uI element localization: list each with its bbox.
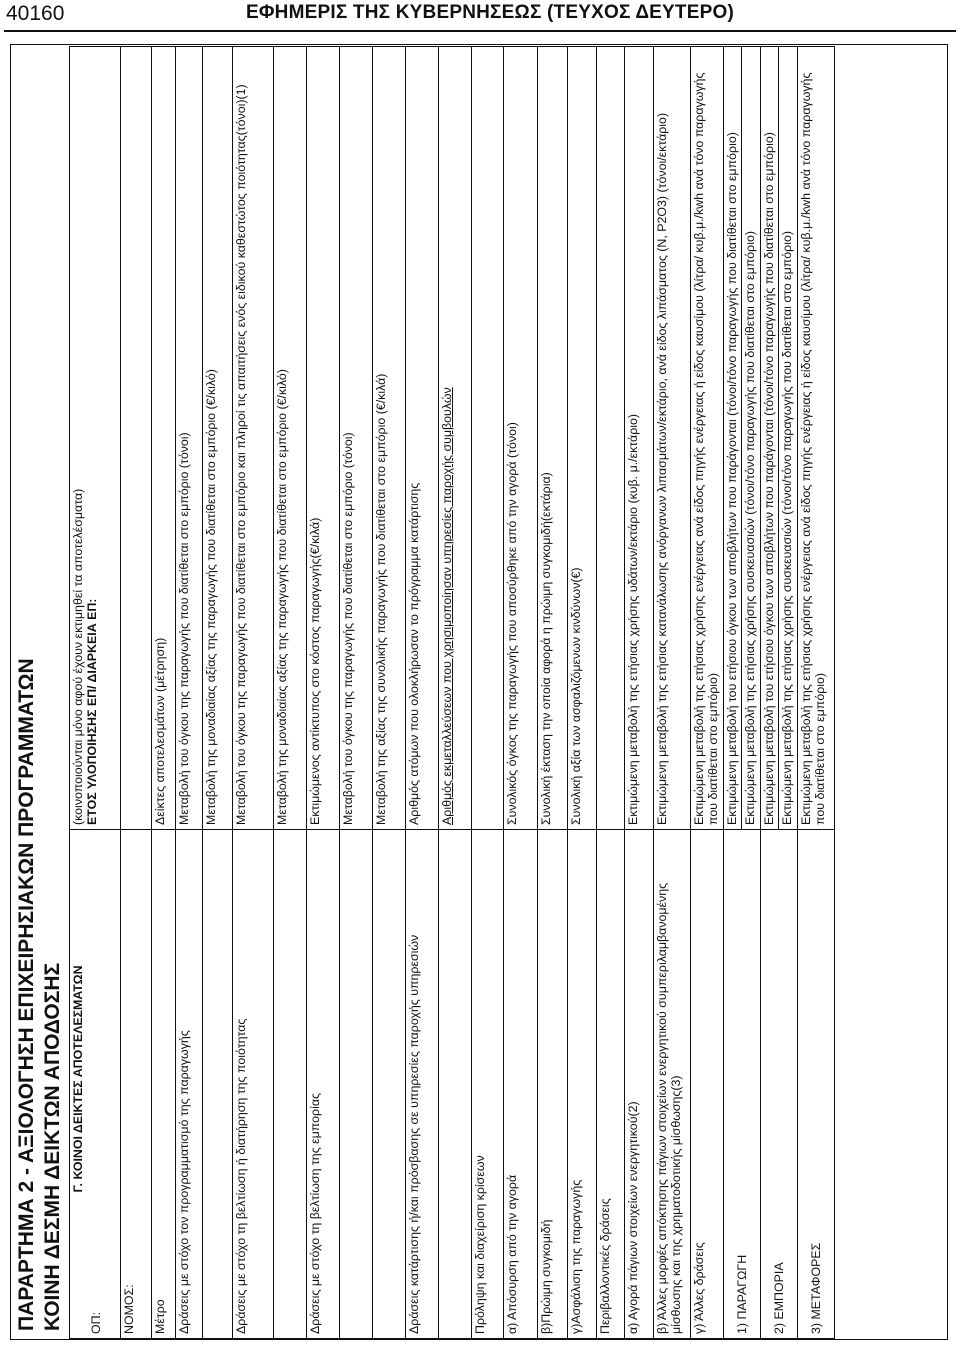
indicator-cell: Εκτιμώμενη μεταβολή της ετήσιας χρήσης ενέργειας ανά είδος πηγής ενέργειας ή είδος καυσίμου (λίτρα/ κυβ.μ./kwh ανά τόνο παραγωγής που διατίθεται στο εμπόριο) bbox=[798, 47, 835, 830]
indicator-cell bbox=[597, 47, 625, 830]
measure-cell: Δράσεις κατάρτισης ή/και πρόσβασης σε υπηρεσίες παροχής υπηρεσιών bbox=[406, 830, 439, 1339]
table-row bbox=[274, 47, 307, 1339]
indicator-text: Εκτιμώμενη μεταβολή του ετήσιου όγκου των αποβλήτων που παράγονται (τόνοι/τόνο παραγωγής που διατίθεται στο εμπόριο) bbox=[762, 132, 776, 825]
indicator-cell: Εκτιμώμενη μεταβολή της ετήσιας κατανάλωσης ανόργανων λιπασμάτων/εκτάριο, ανά είδος λιπάσματος (N, P2O3) (τόνοι/εκτάριο) bbox=[654, 47, 691, 830]
table-row bbox=[761, 47, 798, 1339]
indicator-cell: Αριθμός εκμεταλλεύσεων που χρησιμοποίησαν υπηρεσίες παροχής συμβουλών bbox=[439, 47, 472, 830]
table-row bbox=[654, 47, 691, 1339]
indicators-table bbox=[69, 46, 835, 1339]
indicator-cell: Μεταβολή της μοναδιαίας αξίας της παραγωγής που διατίθεται στο εμπόριο (€/κιλό) bbox=[203, 47, 233, 830]
indicator-text: Εκτιμώμενη μεταβολή της ετήσιας χρήσης συσκευασιών (τόνοι/τόνο παραγωγής που διατίθεται στο εμπόριο) bbox=[778, 47, 794, 829]
table-cell bbox=[70, 830, 121, 1339]
measure-cell bbox=[798, 830, 835, 1339]
table-row bbox=[472, 47, 504, 1339]
measure-cell bbox=[274, 830, 307, 1339]
subsection-label: 3) ΜΕΤΑΦΟΡΕΣ bbox=[809, 1242, 823, 1334]
measure-cell: α) Αγορά πάγιων στοιχείων ενεργητικού(2) bbox=[625, 830, 654, 1339]
indicator-cell: Μεταβολή της μοναδιαίας αξίας της παραγωγής που διατίθεται στο εμπόριο (€/κιλό) bbox=[274, 47, 307, 830]
table-row bbox=[373, 47, 406, 1339]
table-cell bbox=[70, 47, 121, 830]
indicator-cell bbox=[724, 47, 761, 830]
table-row bbox=[176, 47, 203, 1339]
page-header bbox=[0, 0, 960, 32]
table-row bbox=[152, 47, 176, 1339]
measure-cell: γ) Άλλες δράσεις bbox=[691, 830, 724, 1339]
op-label: ΟΠ: bbox=[89, 1311, 103, 1334]
indicator-cell: Συνολική έκταση την οποία αφορά η πρώιμη συγκομιδή(εκτάρια) bbox=[538, 47, 568, 830]
table-row bbox=[568, 47, 597, 1339]
year-label: ΕΤΟΣ ΥΛΟΠΟΙΗΣΗΣ ΕΠ/ ΔΙΑΡΚΕΙΑ ΕΠ: bbox=[85, 598, 99, 825]
table-row bbox=[625, 47, 654, 1339]
measure-cell: Δράσεις με στόχο τον προγραμματισμό της παραγωγής bbox=[176, 830, 203, 1339]
column-header-indicators: Δείκτες αποτελεσμάτων (μέτρηση) bbox=[152, 47, 176, 830]
page-number: 40160 bbox=[6, 2, 65, 25]
table-row bbox=[504, 47, 538, 1339]
measure-cell bbox=[373, 830, 406, 1339]
indicator-cell bbox=[472, 47, 504, 830]
annex-title: ΠΑΡΑΡΤΗΜΑ 2 - ΑΞΙΟΛΟΓΗΣΗ ΕΠΙΧΕΙΡΗΣΙΑΚΩΝ ΠΡΟΓΡΑΜΜΑΤΩΝ bbox=[15, 658, 38, 1331]
measure-cell bbox=[439, 830, 472, 1339]
table-row bbox=[538, 47, 568, 1339]
measure-cell: Δράσεις με στόχο τη βελτίωση ή διατήρηση της ποιότητας bbox=[233, 830, 274, 1339]
gazette-title: ΕΦΗΜΕΡΙΣ ΤΗΣ ΚΥΒΕΡΝΗΣΕΩΣ (ΤΕΥΧΟΣ ΔΕΥΤΕΡΟ) bbox=[246, 2, 734, 23]
table-cell bbox=[121, 47, 152, 830]
table-row bbox=[691, 47, 724, 1339]
indicator-cell: Μεταβολή του όγκου της παραγωγής που διατίθεται στο εμπόριο και πληροί τις απαιτήσεις ενός ειδικού καθεστώτος ποιότητας(τόνοι)(1) bbox=[233, 47, 274, 830]
table-row bbox=[597, 47, 625, 1339]
section-title: Γ. ΚΟΙΝΟΙ ΔΕΙΚΤΕΣ ΑΠΟΤΕΛΕΣΜΑΤΩΝ bbox=[71, 965, 85, 1193]
measure-cell bbox=[761, 830, 798, 1339]
measure-cell: β)Πρώιμη συγκομιδή bbox=[538, 830, 568, 1339]
table-row bbox=[439, 47, 472, 1339]
column-header-measure: Μέτρο bbox=[152, 830, 176, 1339]
indicator-cell bbox=[761, 47, 798, 830]
table-row bbox=[121, 47, 152, 1339]
measure-cell: Περιβαλλοντικές δράσεις bbox=[597, 830, 625, 1339]
indicator-cell: Μεταβολή της αξίας της συνολικής παραγωγής που διατίθεται στο εμπόριο (€/κιλά) bbox=[373, 47, 406, 830]
table-note: (κοινοποιούνται μόνο αφού έχουν εκτιμηθεί τα αποτελέσματα) bbox=[71, 488, 85, 825]
indicator-cell: Συνολική αξία των ασφαλιζόμενων κινδύνων(€) bbox=[568, 47, 597, 830]
measure-cell: β) Άλλες μορφές απόκτησης πάγιων στοιχείων ενεργητικού συμπεριλαμβανομένης μίσθωσης και της χρηματοδοτικής μίσθωσης(3) bbox=[654, 830, 691, 1339]
table-row bbox=[307, 47, 340, 1339]
annex-table-frame bbox=[10, 44, 948, 1340]
table-row bbox=[340, 47, 373, 1339]
measure-cell bbox=[724, 830, 761, 1339]
indicator-cell: Μεταβολή του όγκου της παραγωγής που διατίθεται στο εμπόριο (τόνοι) bbox=[340, 47, 373, 830]
indicator-text: Εκτιμώμενη μεταβολή του ετήσιου όγκου των αποβλήτων που παράγονται (τόνοι/τόνο παραγωγής που διατίθεται στο εμπόριο) bbox=[725, 132, 739, 825]
measure-cell bbox=[340, 830, 373, 1339]
table-row bbox=[203, 47, 233, 1339]
table-row bbox=[406, 47, 439, 1339]
indicator-cell: Αριθμός ατόμων που ολοκλήρωσαν το πρόγραμμα κατάρτισης bbox=[406, 47, 439, 830]
subsection-label: 1) ΠΑΡΑΓΩΓΗ bbox=[735, 1254, 749, 1334]
annex-subtitle: ΚΟΙΝΗ ΔΕΣΜΗ ΔΕΙΚΤΩΝ ΑΠΟΔΟΣΗΣ bbox=[41, 962, 64, 1331]
measure-cell bbox=[203, 830, 233, 1339]
subsection-label: 2) ΕΜΠΟΡΙΑ bbox=[772, 1262, 786, 1334]
measure-cell: Δράσεις με στόχο τη βελτίωση της εμπορίας bbox=[307, 830, 340, 1339]
table-row bbox=[798, 47, 835, 1339]
table-row bbox=[724, 47, 761, 1339]
indicator-cell: Μεταβολή του όγκου της παραγωγής που διατίθεται στο εμπόριο (τόνοι) bbox=[176, 47, 203, 830]
indicator-text: Εκτιμώμενη μεταβολή της ετήσιας χρήσης συσκευασιών (τόνοι/τόνο παραγωγής που διατίθεται στο εμπόριο) bbox=[741, 47, 757, 829]
indicator-cell: Εκτιμώμενη μεταβολή της ετήσιας χρήσης ενέργειας ανά είδος πηγής ενέργειας ή είδος καυσίμου (λίτρα/ κυβ.μ./kwh ανά τόνο παραγωγής που διατίθεται στο εμπόριο) bbox=[691, 47, 724, 830]
measure-cell: γ)Ασφάλιση της παραγωγής bbox=[568, 830, 597, 1339]
indicator-cell: Συνολικός όγκος της παραγωγής που αποσύρθηκε από την αγορά (τόνοι) bbox=[504, 47, 538, 830]
measure-cell: α) Απόσυρση από την αγορά bbox=[504, 830, 538, 1339]
nomos-label: ΝΟΜΟΣ: bbox=[121, 830, 152, 1339]
indicator-cell: Εκτιμώμενη μεταβολή της ετήσιας χρήσης υδάτων/εκτάριο (κυβ. μ./εκτάριο) bbox=[625, 47, 654, 830]
header-rule bbox=[4, 30, 956, 32]
table-row bbox=[233, 47, 274, 1339]
measure-cell: Πρόληψη και διαχείριση κρίσεων bbox=[472, 830, 504, 1339]
indicator-cell: Εκτιμώμενος αντίκτυπος στο κόστος παραγωγής(€/κιλά) bbox=[307, 47, 340, 830]
table-row bbox=[70, 47, 121, 1339]
